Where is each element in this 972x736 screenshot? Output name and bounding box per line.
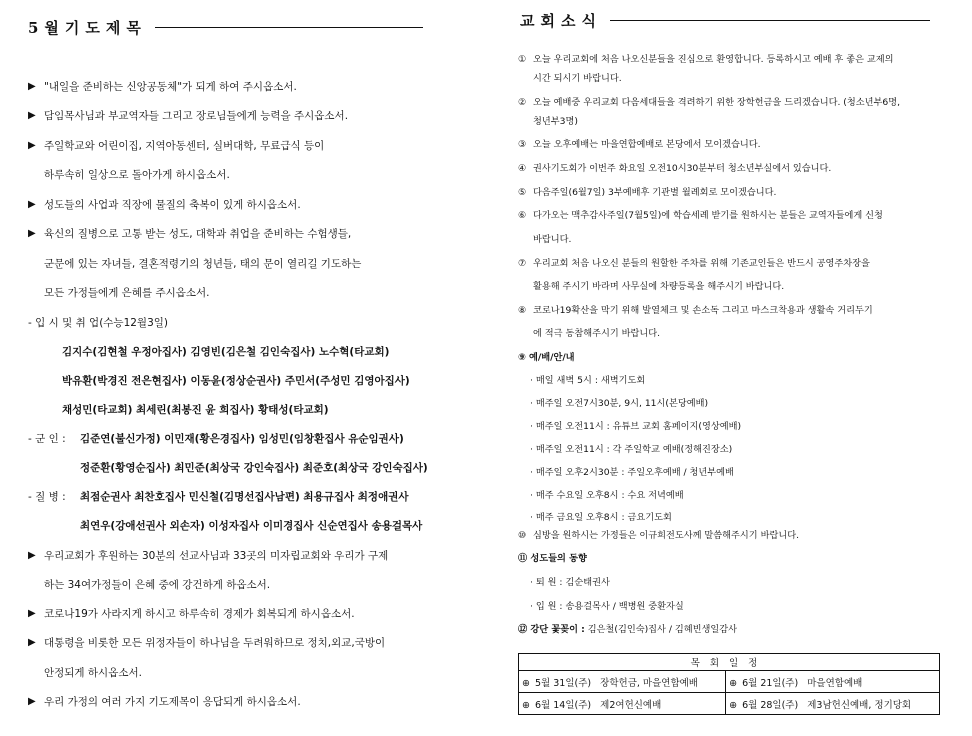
cross-icon: ⊕ — [729, 699, 738, 711]
news-line: 청년부3명) — [533, 116, 578, 127]
prayer-line: 주일학교와 어린이집, 지역아동센터, 실버대학, 무료급식 등이 — [44, 140, 325, 152]
item-number: ② — [518, 97, 527, 108]
item-number: ⑩ — [518, 530, 527, 541]
news-line: ⑦ 우리교회 처음 나오신 분들의 원할한 주차를 위해 기존교인들은 반드시 공영주차장을 — [518, 258, 870, 269]
prayer-line: - 입 시 및 취 업(수능12월3일) — [28, 317, 168, 329]
news-line: ② 오늘 예배중 우리교회 다음세대들을 격려하기 위한 장학헌금을 드리겠습니다. (청소년부6명, — [518, 97, 901, 108]
news-line: ⑥ 다가오는 맥추감사주일(7월5일)에 학습세례 받기를 원하시는 분들은 교역자들에게 신청 — [518, 210, 883, 221]
schedule-title: 목회일정 — [519, 654, 940, 671]
schedule-cell: ⊕ 5월 31일(주) 장학헌금, 마을연합예배 — [519, 671, 726, 693]
news-line: ⑩ 심방을 원하시는 가정들은 이규희전도사께 말씀해주시기 바랍니다. — [518, 530, 800, 541]
news-line: · 매주일 오후2시30분 : 주일오후예배 / 청년부예배 — [530, 467, 734, 478]
flowers-line: ⑫ 강단 꽃꽂이 : 김은철(김인숙)집사 / 김혜빈생일감사 — [518, 624, 737, 635]
prayer-line: 육신의 질병으로 고통 받는 성도, 대학과 취업을 준비하는 수험생들, — [44, 228, 352, 240]
news-line: ⑨ 예/배/안/내 — [518, 352, 575, 363]
prayer-line: 코로나19가 사라지게 하시고 하루속히 경제가 회복되게 하시옵소서. — [44, 608, 355, 620]
prayer-line: 하는 34여가정들이 은혜 중에 강건하게 하옵소서. — [44, 579, 271, 591]
news-line: · 매주일 오전7시30분, 9시, 11시(본당예배) — [530, 398, 709, 409]
prayer-line: 최연우(강애선권사 외손자) 이성자집사 이미경집사 신순연집사 송용걸목사 — [80, 520, 423, 532]
prayer-line: 채성민(타교회) 최세린(최봉진 윤 희집사) 황태성(타교회) — [62, 404, 329, 416]
bullet-icon: ▶ — [28, 228, 36, 239]
news-line: · 퇴 원 : 김순태권사 — [530, 577, 610, 588]
prayer-line: 김지수(김현철 우정아집사) 김영빈(김은철 김인숙집사) 노수혁(타교회) — [62, 346, 390, 358]
schedule-cell: ⊕ 6월 14일(주) 제2여헌신예배 — [519, 693, 726, 715]
prayer-line: - 군 인 : — [28, 433, 66, 445]
prayer-title: 5월기도제목 — [28, 19, 147, 37]
prayer-line: 정준환(황영순집사) 최민준(최상국 강인숙집사) 최준호(최상국 강인숙집사) — [80, 462, 428, 474]
item-number: ④ — [518, 163, 527, 174]
prayer-line: 모든 가정들에게 은혜를 주시옵소서. — [44, 287, 210, 299]
item-number: ⑥ — [518, 210, 527, 221]
news-line: ⑧ 코로나19확산을 막기 위해 발열체크 및 손소독 그리고 마스크착용과 생활속 거리두기 — [518, 305, 873, 316]
news-title: 교회소식 — [520, 12, 602, 30]
cross-icon: ⊕ — [729, 677, 738, 689]
bullet-icon: ▶ — [28, 199, 36, 210]
prayer-section-header — [28, 17, 423, 38]
bullet-icon: ▶ — [28, 637, 36, 648]
prayer-line: 최점순권사 최찬호집사 민신철(김명선집사남편) 최용규집사 최정애권사 — [80, 491, 409, 503]
prayer-line: 김준연(불신가정) 이민재(황은경집사) 임성민(임창환집사 유순임권사) — [80, 433, 404, 445]
prayer-line: "내일을 준비하는 신앙공동체"가 되게 하여 주시옵소서. — [44, 81, 297, 93]
news-line: ④ 권사기도회가 이번주 화요일 오전10시30분부터 청소년부실에서 있습니다. — [518, 163, 832, 174]
item-number: ③ — [518, 139, 527, 150]
schedule-cell: ⊕ 6월 21일(주) 마을연합예배 — [726, 671, 940, 693]
news-section-header — [520, 10, 930, 31]
news-line: 바랍니다. — [533, 234, 572, 245]
prayer-line: 군문에 있는 자녀들, 결혼적령기의 청년들, 태의 문이 열리길 기도하는 — [44, 258, 362, 270]
bullet-icon: ▶ — [28, 608, 36, 619]
news-line: 시간 되시기 바랍니다. — [533, 73, 622, 84]
prayer-line: 성도들의 사업과 직장에 물질의 축복이 있게 하시옵소서. — [44, 199, 301, 211]
prayer-line: 우리교회가 후원하는 30분의 선교사님과 33곳의 미자립교회와 우리가 구제 — [44, 550, 389, 562]
news-line: 활용해 주시기 바라며 사무실에 차량등록을 해주시기 바랍니다. — [533, 281, 785, 292]
news-line: · 매일 새벽 5시 : 새벽기도회 — [530, 375, 646, 386]
news-line: ⑤ 다음주일(6월7일) 3부예배후 기관별 월례회로 모이겠습니다. — [518, 187, 777, 198]
schedule-table — [518, 653, 940, 715]
news-line: 에 적극 동참해주시기 바랍니다. — [533, 328, 661, 339]
divider — [610, 20, 930, 21]
item-number: ⑦ — [518, 258, 527, 269]
news-line: · 매주일 오전11시 : 유튜브 교회 홈페이지(영상예배) — [530, 421, 742, 432]
news-line: · 매주 수요일 오후8시 : 수요 저녁예배 — [530, 490, 684, 501]
bullet-icon: ▶ — [28, 140, 36, 151]
prayer-line: 박유환(박경진 전은현집사) 이동윤(정상순권사) 주민서(주성민 김영아집사) — [62, 375, 410, 387]
bullet-icon: ▶ — [28, 550, 36, 561]
bullet-icon: ▶ — [28, 81, 36, 92]
schedule-cell: ⊕ 6월 28일(주) 제3남헌신예배, 정기당회 — [726, 693, 940, 715]
prayer-line: 안정되게 하시옵소서. — [44, 667, 142, 679]
prayer-line: 하루속히 일상으로 돌아가게 하시옵소서. — [44, 169, 230, 181]
item-number: ⑤ — [518, 187, 527, 198]
news-line: · 매주 금요일 오후8시 : 금요기도회 — [530, 512, 672, 523]
cross-icon: ⊕ — [522, 699, 530, 711]
news-line: ⑪ 성도들의 동향 — [518, 553, 587, 564]
prayer-line: 담임목사님과 부교역자들 그리고 장로님들에게 능력을 주시옵소서. — [44, 110, 349, 122]
prayer-line: 대통령을 비롯한 모든 위정자들이 하나님을 두려워하므로 정치,외교,국방이 — [44, 637, 386, 649]
news-line: ① 오늘 우리교회에 처음 나오신분들을 진심으로 환영합니다. 등록하시고 예배 후 좋은 교제의 — [518, 54, 894, 65]
news-line: ③ 오늘 오후예배는 마을연합예배로 본당에서 모이겠습니다. — [518, 139, 761, 150]
bullet-icon: ▶ — [28, 696, 36, 707]
news-line: · 매주일 오전11시 : 각 주일학교 예배(정해진장소) — [530, 444, 733, 455]
prayer-line: - 질 병 : — [28, 491, 66, 503]
bullet-icon: ▶ — [28, 110, 36, 121]
cross-icon: ⊕ — [522, 677, 530, 689]
prayer-line: 우리 가정의 여러 가지 기도제목이 응답되게 하시옵소서. — [44, 696, 301, 708]
news-line: · 입 원 : 송용걸목사 / 백병원 중환자실 — [530, 601, 684, 612]
divider — [155, 27, 423, 28]
item-number: ① — [518, 54, 527, 65]
item-number: ⑧ — [518, 305, 527, 316]
